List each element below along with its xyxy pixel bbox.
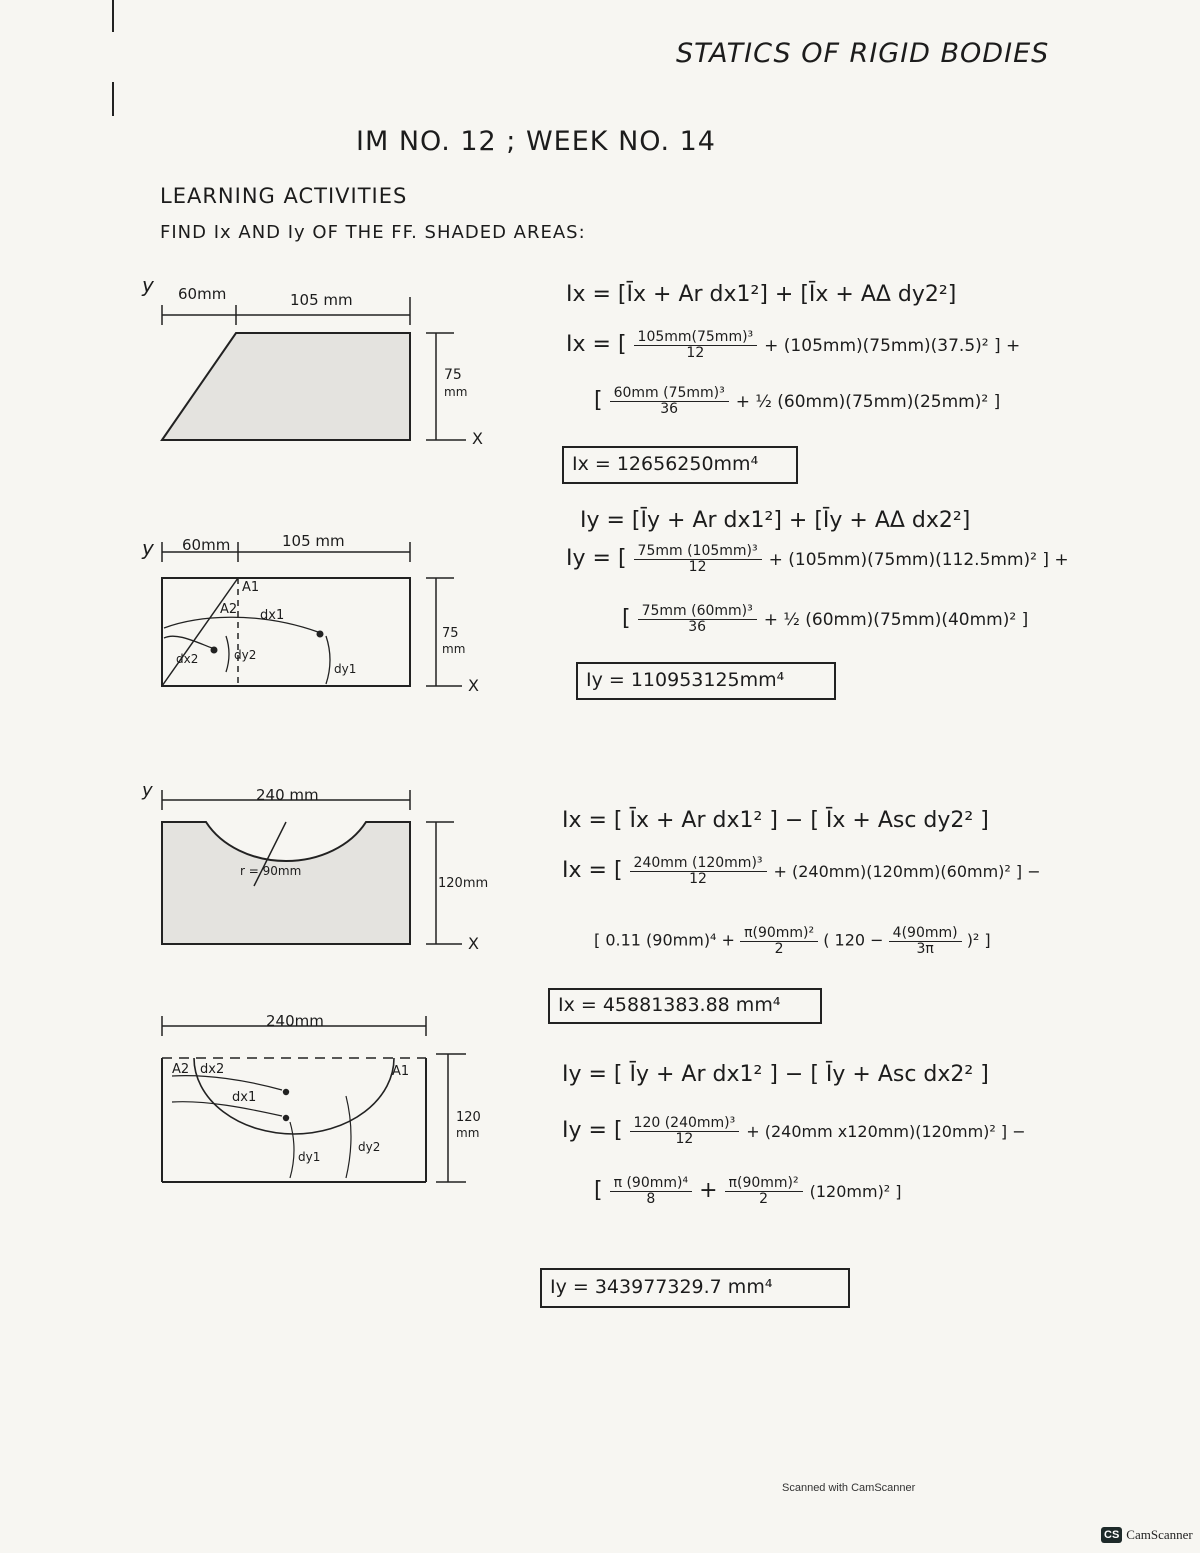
fig2-label-a1: A1 (242, 580, 260, 595)
sol1-ix-line2: [ $\frac{\text{60mm (75mm)³}}{36}$ + ½ (60mm)(75mm)(25mm)² ] (594, 385, 1001, 417)
fig1-dim-left: 60mm (178, 285, 227, 303)
sol1-ix-line1: Ix = [ $\frac{\text{105mm(75mm)³}}{12}$ + (105mm)(75mm)(37.5)² ] + (566, 329, 1021, 361)
fig4-label-dy2: dy2 (358, 1140, 381, 1154)
scanned-with-text: Scanned with CamScanner (782, 1482, 916, 1494)
fig3-dim-top: 240 mm (256, 786, 319, 804)
figure-4 (136, 1010, 496, 1210)
sol2-ix-line1-den: 12 (689, 870, 707, 887)
fig3-axis-y: y (142, 780, 153, 801)
sol1-iy-line1-den: 12 (688, 558, 707, 575)
sol2-ix-line2-den: 2 (774, 940, 784, 957)
sol1-iy-formula: Iy = [Īy + Ar dx1²] + [Īy + AΔ dx2²] (580, 508, 971, 533)
sol2-ix-result: Ix = 45881383.88 mm⁴ (558, 994, 781, 1016)
sol1-iy-result-box (576, 662, 836, 700)
sol1-ix-line1-num: 105mm(75mm)³ (634, 330, 758, 346)
fig4-dim-right: 120 (456, 1110, 481, 1125)
figure-1 (136, 275, 496, 465)
sol1-iy-line1: Iy = [ $\frac{\text{75mm (105mm)³}}{12}$ + (105mm)(75mm)(112.5mm)² ] + (566, 543, 1069, 575)
figure-3 (136, 778, 496, 958)
sol2-iy-line2-rest: (120mm)² ] (809, 1182, 902, 1202)
fig4-label-dx2: dx2 (200, 1062, 225, 1077)
fig2-dim-top: 105 mm (282, 532, 345, 550)
sol2-ix-line2-b: ( 120 − (823, 930, 884, 950)
sol1-ix-line1-rest: + (105mm)(75mm)(37.5)² ] + (764, 336, 1021, 357)
sol2-ix-line2-c: )² ] (966, 930, 991, 950)
sol2-ix-line1: Ix = [ $\frac{\text{240mm (120mm)³}}{12}$ + (240mm)(120mm)(60mm)² ] − (562, 855, 1041, 887)
fig2-axis-y: y (142, 536, 154, 560)
fig4-label-dy1: dy1 (298, 1150, 321, 1164)
fig2-label-dx1: dx1 (260, 608, 285, 623)
sol1-ix-line2-den: 36 (660, 400, 679, 417)
sol1-iy-line1-num: 75mm (105mm)³ (634, 544, 762, 560)
sol1-iy-line1-rest: + (105mm)(75mm)(112.5mm)² ] + (768, 550, 1069, 571)
fig4-dim-top: 240mm (266, 1012, 324, 1030)
sol2-ix-line2-num2: 4(90mm) (889, 926, 962, 942)
sol2-iy-line2-plus: + (699, 1178, 718, 1204)
sol2-ix-line2-a: [ 0.11 (90mm)⁴ + (594, 930, 735, 950)
sol2-iy-result-box (540, 1268, 850, 1308)
sol1-iy-line2: [ $\frac{\text{75mm (60mm)³}}{36}$ + ½ (60mm)(75mm)(40mm)² ] (622, 603, 1029, 635)
sol2-ix-line2-num: π(90mm)² (740, 926, 818, 942)
fig3-axis-x: X (468, 934, 479, 953)
sol1-iy-result: Iy = 110953125mm⁴ (586, 669, 785, 691)
sol2-iy-line1-num: 120 (240mm)³ (630, 1116, 740, 1132)
fig2-dim-right: 75 (442, 626, 459, 641)
camscanner-badge (1101, 1524, 1193, 1546)
sol2-iy-formula: Iy = [ Īy + Ar dx1² ] − [ Īy + Asc dx2² ] (562, 1062, 989, 1087)
sol2-iy-result: Iy = 343977329.7 mm⁴ (550, 1276, 773, 1298)
sol2-ix-line1-num: 240mm (120mm)³ (630, 856, 767, 872)
sol2-iy-line1-rest: + (240mm x120mm)(120mm)² ] − (746, 1122, 1026, 1142)
fig3-dim-right: 120mm (438, 876, 489, 891)
figure-3-drawing (136, 778, 496, 958)
fig4-dim-right-unit: mm (456, 1126, 480, 1140)
sol1-iy-line2-rest: + ½ (60mm)(75mm)(40mm)² ] (763, 610, 1029, 631)
fig4-label-a1: A1 (392, 1064, 410, 1079)
sol2-iy-line1-den: 12 (675, 1130, 694, 1147)
fig1-dim-top: 105 mm (290, 291, 353, 309)
fig4-label-a2: A2 (172, 1062, 190, 1077)
sol1-iy-line2-den: 36 (688, 618, 707, 635)
sol1-iy-line2-num: 75mm (60mm)³ (638, 604, 757, 620)
sol2-iy-line2-den: 8 (646, 1190, 656, 1207)
fig2-label-a2: A2 (220, 602, 238, 617)
fig2-dim-left: 60mm (182, 536, 231, 554)
figure-4-drawing (136, 1010, 496, 1210)
im-week-title: IM NO. 12 ; WEEK NO. 14 (356, 126, 716, 157)
sol1-ix-formula: Ix = [Īx + Ar dx1²] + [Īx + AΔ dy2²] (566, 282, 957, 307)
sol2-ix-line1-lead: Ix = (562, 858, 607, 884)
sol1-ix-result: Ix = 12656250mm⁴ (572, 453, 759, 475)
figure-2-drawing (136, 532, 496, 702)
sol1-ix-line2-num: 60mm (75mm)³ (610, 386, 729, 402)
fig2-dim-right-unit: mm (442, 642, 466, 656)
figure-2 (136, 532, 496, 702)
section-heading: LEARNING ACTIVITIES (160, 184, 408, 208)
fig1-dim-right: 75 (444, 367, 462, 383)
fig2-axis-x: X (468, 676, 479, 695)
camscanner-logo-icon: CS (1101, 1527, 1122, 1543)
fig1-dim-right-unit: mm (444, 385, 468, 399)
margin-mark-top (112, 0, 114, 32)
fig3-radius: r = 90mm (240, 864, 302, 878)
sol1-ix-result-box (562, 446, 798, 484)
fig4-label-dx1: dx1 (232, 1090, 257, 1105)
sol2-ix-line2-den2: 3π (916, 940, 934, 957)
sol1-iy-line1-lead: Iy = (566, 546, 611, 572)
course-title: STATICS OF RIGID BODIES (676, 38, 1050, 69)
fig1-axis-y: y (142, 273, 154, 297)
sol2-iy-line2-den2: 2 (759, 1190, 769, 1207)
fig2-label-dy2: dy2 (234, 648, 257, 662)
sol2-ix-line2 (594, 926, 991, 956)
sol2-iy-line2-num2: π(90mm)² (725, 1176, 803, 1192)
sol2-iy-line2: [ $\frac{\text{π (90mm)⁴}}{8}$ + $\frac{\text{π(90mm)²}}{2}$ (120mm)² ] (594, 1175, 902, 1207)
sol1-ix-line2-rest: + ½ (60mm)(75mm)(25mm)² ] (735, 392, 1001, 413)
fig2-label-dx2: dx2 (176, 652, 199, 666)
sol2-ix-formula: Ix = [ Īx + Ar dx1² ] − [ Īx + Asc dy2² ] (562, 808, 989, 833)
sol2-ix-result-box (548, 988, 822, 1024)
sol2-iy-line1-lead: Iy = (562, 1118, 607, 1144)
fig2-label-dy1: dy1 (334, 662, 357, 676)
sol1-ix-line1-den: 12 (686, 344, 705, 361)
sol2-iy-line2-num: π (90mm)⁴ (610, 1176, 693, 1192)
instruction-text: FIND Ix AND Iy OF THE FF. SHADED AREAS: (160, 222, 586, 243)
margin-mark (112, 82, 114, 116)
camscanner-brand: CamScanner (1126, 1527, 1193, 1542)
sol2-iy-line1: Iy = [ $\frac{\text{120 (240mm)³}}{12}$ + (240mm x120mm)(120mm)² ] − (562, 1115, 1026, 1147)
sol2-ix-line1-rest: + (240mm)(120mm)(60mm)² ] − (773, 862, 1041, 882)
fig1-axis-x: X (472, 429, 483, 448)
sol1-ix-line1-lead: Ix = (566, 332, 611, 358)
